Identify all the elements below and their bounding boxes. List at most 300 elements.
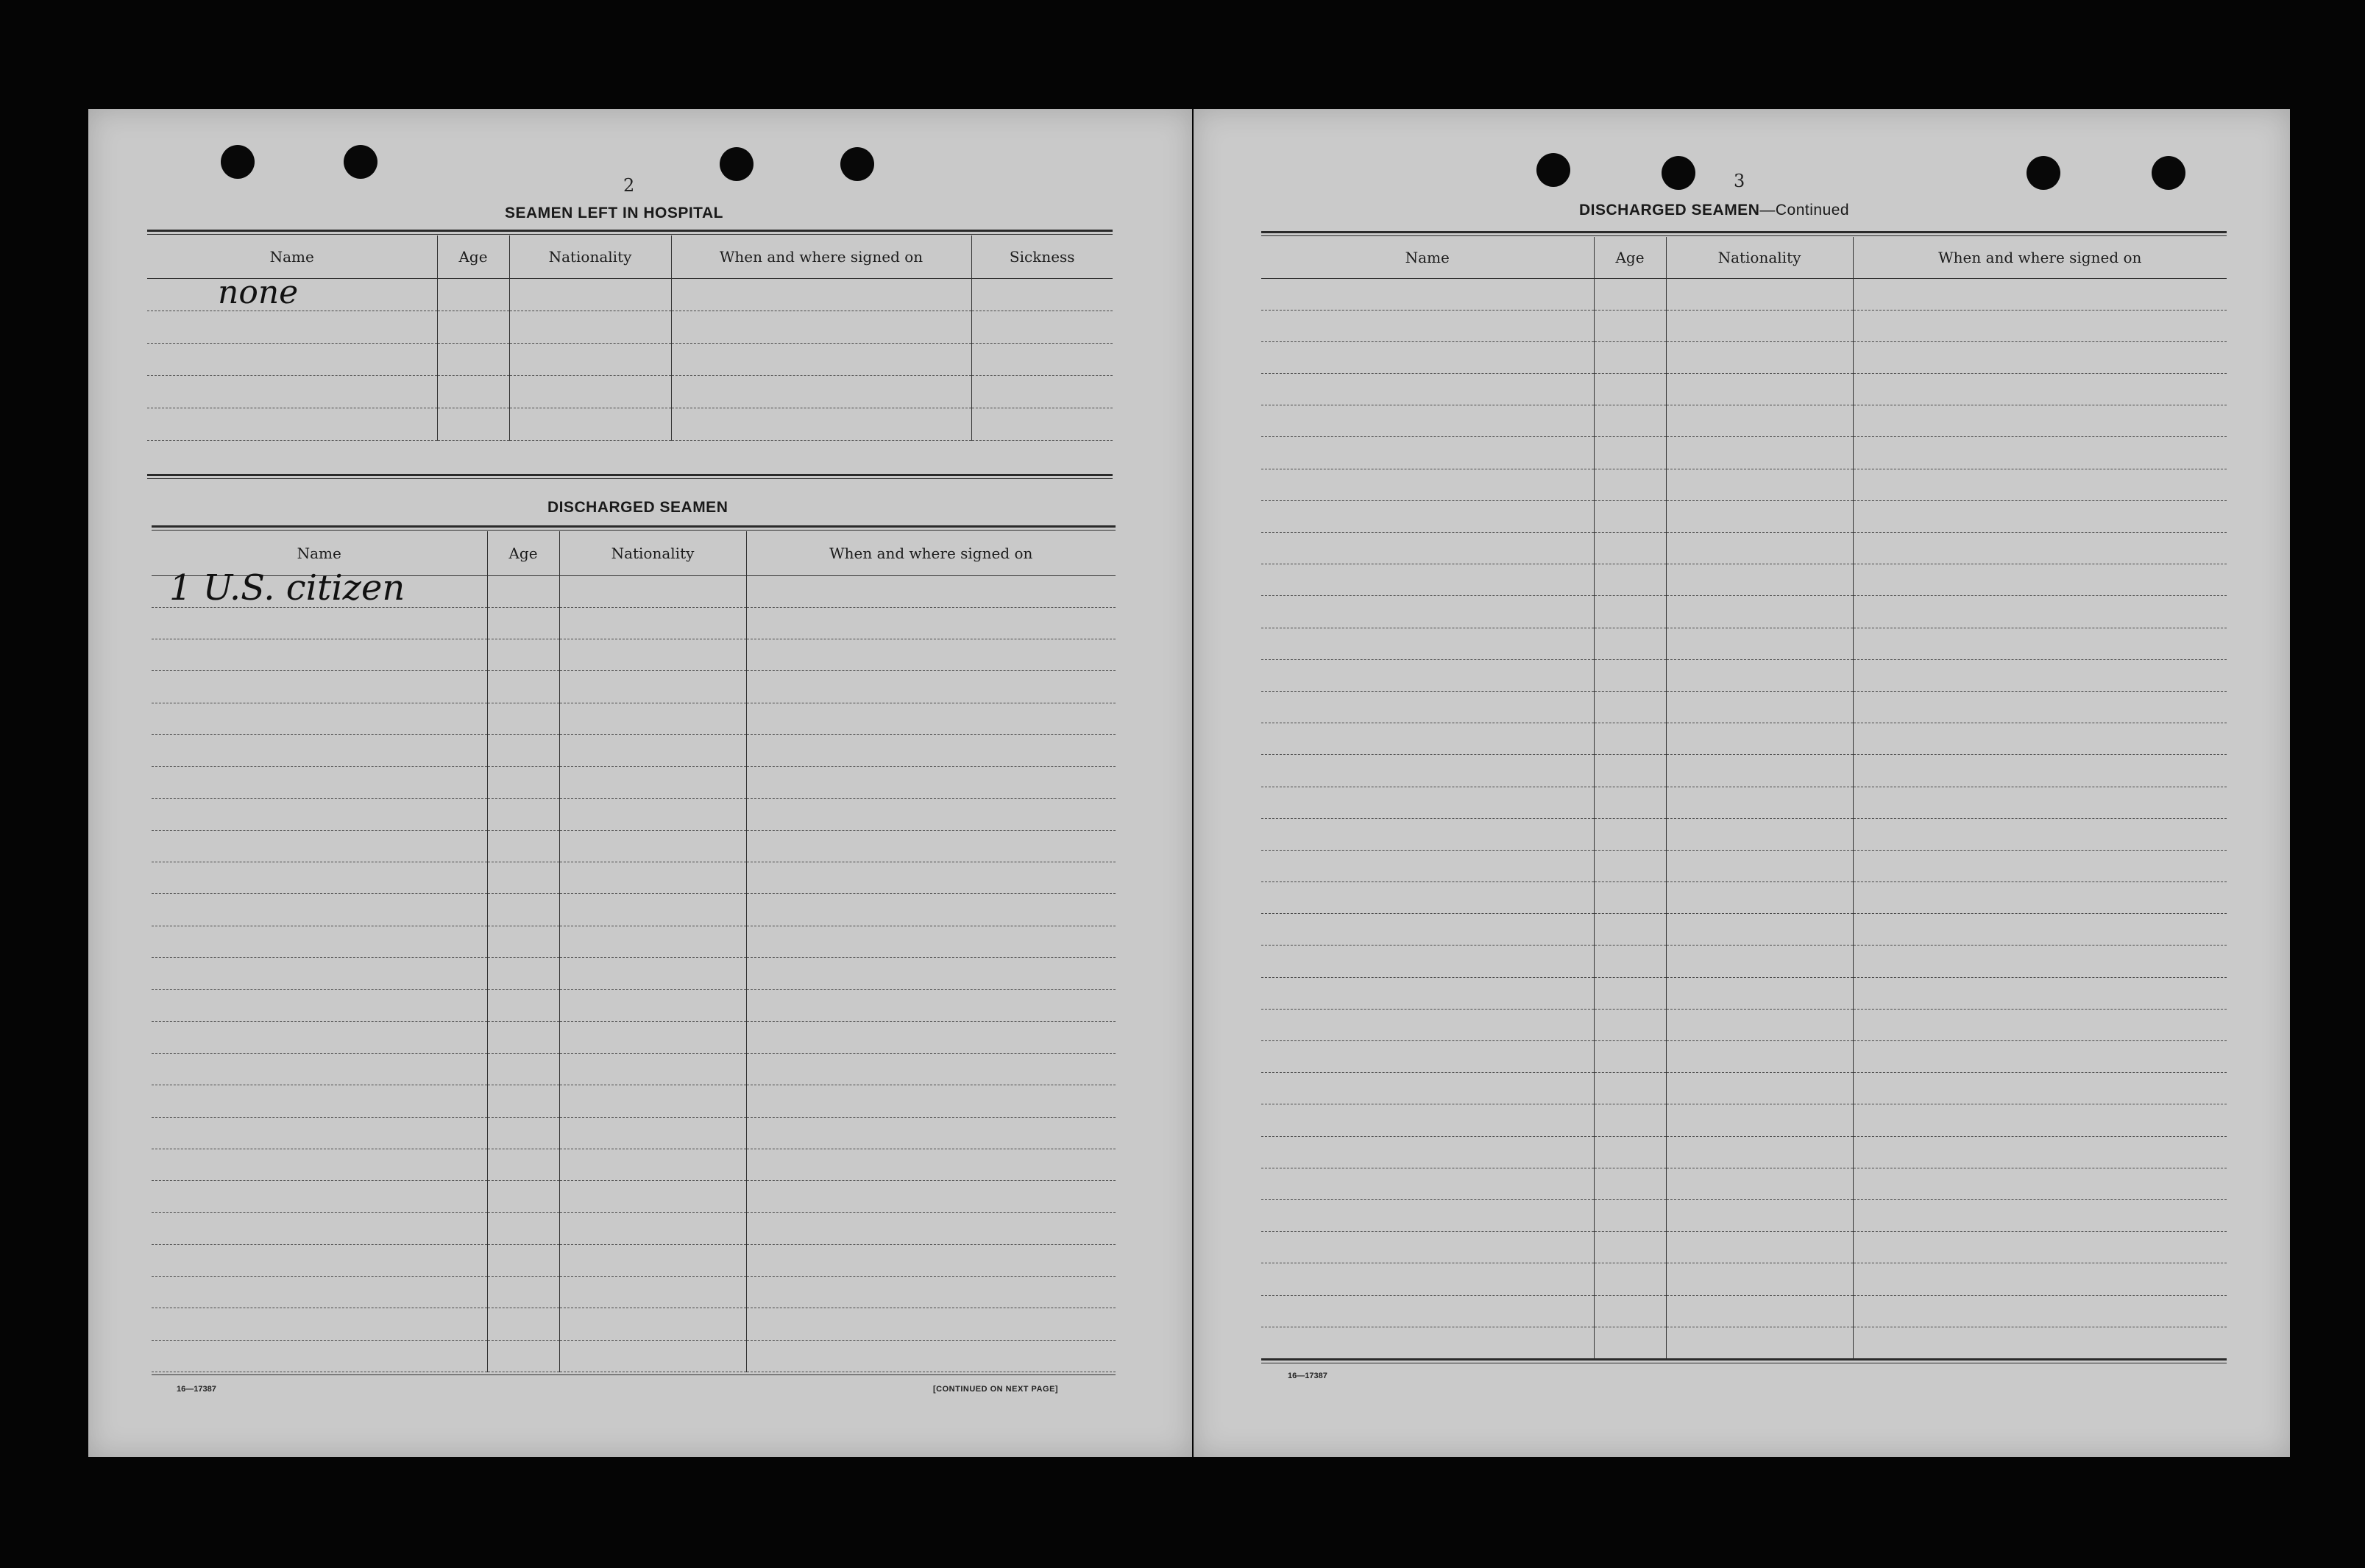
- column-header-name: Name: [147, 235, 437, 278]
- table-cell: [746, 703, 1116, 734]
- table-row: [1261, 977, 2227, 1009]
- table-cell: [559, 1149, 746, 1180]
- table-row: [152, 1308, 1116, 1340]
- table-cell: [559, 1244, 746, 1276]
- column-header-signed-on: When and where signed on: [1853, 237, 2227, 278]
- table-cell: [1594, 1199, 1666, 1231]
- table-end-rule: [1261, 1358, 2227, 1363]
- hospital-table: [147, 235, 1113, 441]
- column-header-signed-on: When and where signed on: [746, 531, 1116, 575]
- table-cell: [1594, 1104, 1666, 1136]
- table-row: [1261, 691, 2227, 723]
- table-cell: [1261, 1009, 1594, 1040]
- table-cell: [1666, 850, 1853, 881]
- table-cell: [1594, 1232, 1666, 1263]
- table-cell: [152, 734, 487, 766]
- table-cell: [746, 671, 1116, 703]
- table-cell: [487, 1117, 559, 1149]
- table-row: [152, 1244, 1116, 1276]
- table-cell: [487, 703, 559, 734]
- table-cell: [1594, 882, 1666, 914]
- table-cell: [152, 1149, 487, 1180]
- table-row: [1261, 850, 2227, 881]
- table-cell: [1666, 818, 1853, 850]
- table-cell: [1261, 1263, 1594, 1295]
- table-cell: [1594, 850, 1666, 881]
- table-row: [1261, 500, 2227, 532]
- table-cell: [1853, 278, 2227, 310]
- table-cell: [152, 830, 487, 862]
- table-cell: [746, 607, 1116, 639]
- table-cell: [1261, 1073, 1594, 1104]
- table-cell: [152, 1340, 487, 1372]
- table-row: [1261, 405, 2227, 437]
- form-number: 16—17387: [177, 1385, 216, 1394]
- table-cell: [746, 734, 1116, 766]
- table-cell: [1594, 1327, 1666, 1358]
- discharged-table: [152, 531, 1116, 1372]
- table-cell: [1666, 1136, 1853, 1168]
- table-cell: [152, 958, 487, 990]
- table-cell: [746, 639, 1116, 671]
- table-cell: [1666, 1009, 1853, 1040]
- table-cell: [1666, 1295, 1853, 1327]
- table-cell: [487, 767, 559, 798]
- table-row: [152, 671, 1116, 703]
- table-row: [152, 703, 1116, 734]
- table-row: [1261, 914, 2227, 946]
- table-cell: [1666, 533, 1853, 564]
- table-cell: [1666, 405, 1853, 437]
- table-cell: [152, 1053, 487, 1085]
- table-row: [1261, 946, 2227, 977]
- left-page: [88, 109, 1192, 1457]
- table-cell: [1853, 596, 2227, 628]
- table-row: [152, 798, 1116, 830]
- table-cell: [1853, 341, 2227, 373]
- table-cell: [152, 862, 487, 894]
- table-cell: [1666, 914, 1853, 946]
- table-cell: [487, 1181, 559, 1213]
- table-cell: [746, 1244, 1116, 1276]
- table-cell: [1594, 1041, 1666, 1073]
- table-cell: [1261, 533, 1594, 564]
- table-cell: [1261, 596, 1594, 628]
- table-row: [1261, 1232, 2227, 1263]
- table-cell: [1261, 755, 1594, 787]
- column-header-signed-on: When and where signed on: [671, 235, 971, 278]
- table-cell: [746, 1181, 1116, 1213]
- table-cell: [1666, 628, 1853, 659]
- table-row: [147, 408, 1113, 440]
- table-cell: [559, 830, 746, 862]
- hospital-section-title: SEAMEN LEFT IN HOSPITAL: [505, 205, 723, 221]
- table-cell: [1261, 310, 1594, 341]
- table-cell: [746, 1340, 1116, 1372]
- table-cell: [746, 767, 1116, 798]
- table-cell: [487, 1021, 559, 1053]
- table-cell: [1594, 1073, 1666, 1104]
- table-row: [152, 1213, 1116, 1244]
- table-row: [1261, 1199, 2227, 1231]
- table-cell: [1853, 469, 2227, 500]
- table-row: [152, 575, 1116, 607]
- table-row: [152, 1149, 1116, 1180]
- table-cell: [1666, 882, 1853, 914]
- table-cell: [1853, 1263, 2227, 1295]
- table-cell: [559, 1277, 746, 1308]
- discharged-continued-title: [1579, 202, 1849, 219]
- table-row: [1261, 787, 2227, 818]
- table-row: [152, 1277, 1116, 1308]
- table-cell: [559, 862, 746, 894]
- table-cell: [1853, 1232, 2227, 1263]
- table-cell: [1853, 882, 2227, 914]
- table-row: [147, 375, 1113, 408]
- title-rule: [1261, 231, 2227, 236]
- table-cell: [152, 1085, 487, 1117]
- table-row: [1261, 818, 2227, 850]
- table-cell: [1853, 437, 2227, 469]
- table-cell: [1594, 341, 1666, 373]
- table-cell: [152, 1117, 487, 1149]
- table-cell: [487, 990, 559, 1021]
- right-page: [1194, 109, 2290, 1457]
- table-cell: [1261, 787, 1594, 818]
- table-bottom-rule: [152, 1374, 1116, 1375]
- table-cell: [1853, 405, 2227, 437]
- table-cell: [1261, 691, 1594, 723]
- table-cell: [1261, 1232, 1594, 1263]
- table-cell: [1853, 374, 2227, 405]
- table-row: [152, 990, 1116, 1021]
- table-row: [152, 1340, 1116, 1372]
- table-cell: [1261, 914, 1594, 946]
- table-cell: [1666, 437, 1853, 469]
- table-row: [147, 311, 1113, 343]
- table-cell: [1594, 1009, 1666, 1040]
- table-cell: [152, 1244, 487, 1276]
- table-cell: [1666, 977, 1853, 1009]
- table-cell: [1261, 564, 1594, 596]
- table-cell: [1666, 1199, 1853, 1231]
- table-cell: [746, 894, 1116, 926]
- table-cell: [1666, 659, 1853, 691]
- table-row: [1261, 723, 2227, 755]
- table-cell: [1666, 946, 1853, 977]
- table-cell: [1666, 310, 1853, 341]
- table-cell: [1666, 1327, 1853, 1358]
- table-cell: [1261, 1168, 1594, 1199]
- table-cell: [487, 1213, 559, 1244]
- table-cell: [746, 830, 1116, 862]
- table-cell: [1666, 564, 1853, 596]
- table-cell: [1666, 1041, 1853, 1073]
- title-main: DISCHARGED SEAMEN: [1579, 202, 1760, 219]
- table-cell: [487, 1308, 559, 1340]
- table-cell: [1594, 596, 1666, 628]
- table-cell: [1853, 564, 2227, 596]
- table-cell: [746, 1021, 1116, 1053]
- table-cell: [1666, 787, 1853, 818]
- table-cell: [559, 894, 746, 926]
- table-cell: [1853, 1295, 2227, 1327]
- table-cell: [746, 1213, 1116, 1244]
- table-cell: [559, 1340, 746, 1372]
- table-cell: [559, 990, 746, 1021]
- table-cell: [152, 767, 487, 798]
- table-cell: [746, 1117, 1116, 1149]
- title-continued: —Continued: [1759, 202, 1850, 219]
- table-row: [1261, 469, 2227, 500]
- table-cell: [487, 639, 559, 671]
- table-cell: [1594, 1295, 1666, 1327]
- punch-hole: [1662, 156, 1695, 190]
- column-header-age: Age: [437, 235, 509, 278]
- table-cell: [1594, 946, 1666, 977]
- table-cell: [1853, 1009, 2227, 1040]
- table-cell: [1594, 564, 1666, 596]
- table-cell: [1594, 723, 1666, 755]
- table-cell: [1666, 1168, 1853, 1199]
- column-header-age: Age: [1594, 237, 1666, 278]
- table-row: [152, 958, 1116, 990]
- table-cell: [1853, 1199, 2227, 1231]
- table-row: [1261, 1168, 2227, 1199]
- table-row: [152, 894, 1116, 926]
- table-row: [152, 607, 1116, 639]
- table-cell: [152, 990, 487, 1021]
- table-cell: [1261, 374, 1594, 405]
- punch-hole: [2152, 156, 2185, 190]
- table-cell: [559, 703, 746, 734]
- table-cell: [1853, 818, 2227, 850]
- column-header-nationality: Nationality: [1666, 237, 1853, 278]
- table-cell: [559, 1085, 746, 1117]
- table-cell: [746, 1149, 1116, 1180]
- form-number: 16—17387: [1288, 1372, 1327, 1380]
- table-cell: [152, 703, 487, 734]
- table-row: [1261, 882, 2227, 914]
- table-row: [152, 734, 1116, 766]
- table-cell: [1261, 437, 1594, 469]
- table-row: [1261, 310, 2227, 341]
- page-number: 3: [1734, 171, 1745, 191]
- table-row: [1261, 1073, 2227, 1104]
- table-cell: [1666, 691, 1853, 723]
- table-cell: [559, 607, 746, 639]
- table-cell: [746, 862, 1116, 894]
- table-cell: [746, 926, 1116, 957]
- discharged-section-title: DISCHARGED SEAMEN: [547, 499, 728, 516]
- table-cell: [152, 1021, 487, 1053]
- table-row: [152, 1053, 1116, 1085]
- table-row: [1261, 1295, 2227, 1327]
- table-cell: [1594, 787, 1666, 818]
- table-cell: [1261, 850, 1594, 881]
- table-row: [147, 343, 1113, 375]
- table-row: [1261, 1041, 2227, 1073]
- table-cell: [559, 798, 746, 830]
- title-rule: [152, 525, 1116, 531]
- table-cell: [1853, 977, 2227, 1009]
- table-cell: [487, 894, 559, 926]
- table-cell: [1594, 818, 1666, 850]
- table-cell: [1261, 946, 1594, 977]
- table-cell: [559, 1053, 746, 1085]
- table-cell: [1853, 1104, 2227, 1136]
- table-cell: [487, 830, 559, 862]
- table-cell: [559, 926, 746, 957]
- table-cell: [1666, 1263, 1853, 1295]
- table-row: [1261, 278, 2227, 310]
- table-cell: [559, 958, 746, 990]
- table-cell: [559, 1213, 746, 1244]
- title-rule: [147, 230, 1113, 235]
- punch-hole: [2027, 156, 2060, 190]
- table-row: [1261, 564, 2227, 596]
- table-cell: [1853, 723, 2227, 755]
- table-cell: [746, 1085, 1116, 1117]
- table-cell: [1666, 1104, 1853, 1136]
- table-cell: [1594, 405, 1666, 437]
- table-row: [1261, 659, 2227, 691]
- table-cell: [746, 1277, 1116, 1308]
- table-cell: [1853, 691, 2227, 723]
- table-row: [1261, 437, 2227, 469]
- table-cell: [487, 862, 559, 894]
- table-cell: [1853, 787, 2227, 818]
- table-cell: [487, 1149, 559, 1180]
- column-header-name: Name: [1261, 237, 1594, 278]
- table-row: [152, 830, 1116, 862]
- table-cell: [1666, 374, 1853, 405]
- column-header-age: Age: [487, 531, 559, 575]
- table-cell: [1261, 659, 1594, 691]
- table-cell: [746, 990, 1116, 1021]
- table-row: [1261, 1327, 2227, 1358]
- table-cell: [1666, 755, 1853, 787]
- table-cell: [152, 639, 487, 671]
- table-cell: [1594, 755, 1666, 787]
- punch-hole: [720, 147, 754, 181]
- table-cell: [1594, 374, 1666, 405]
- table-row: [152, 926, 1116, 957]
- table-cell: [1594, 500, 1666, 532]
- table-cell: [559, 1021, 746, 1053]
- table-cell: [487, 607, 559, 639]
- punch-hole: [221, 145, 255, 179]
- table-cell: [1594, 1136, 1666, 1168]
- table-cell: [487, 1053, 559, 1085]
- table-cell: [1853, 659, 2227, 691]
- table-cell: [559, 1308, 746, 1340]
- table-cell: [559, 767, 746, 798]
- column-header-sickness: Sickness: [971, 235, 1113, 278]
- table-cell: [1666, 341, 1853, 373]
- table-cell: [1666, 278, 1853, 310]
- table-row: [1261, 596, 2227, 628]
- table-cell: [487, 1244, 559, 1276]
- table-cell: [152, 798, 487, 830]
- punch-hole: [344, 145, 377, 179]
- table-row: [1261, 1009, 2227, 1040]
- table-cell: [1594, 691, 1666, 723]
- table-row: [1261, 374, 2227, 405]
- table-cell: [487, 734, 559, 766]
- table-cell: [1261, 405, 1594, 437]
- table-cell: [1853, 755, 2227, 787]
- table-cell: [559, 671, 746, 703]
- table-row: [1261, 1263, 2227, 1295]
- table-cell: [1594, 628, 1666, 659]
- table-row: [1261, 1136, 2227, 1168]
- column-header-nationality: Nationality: [559, 531, 746, 575]
- table-cell: [559, 734, 746, 766]
- table-end-rule: [147, 474, 1113, 479]
- table-row: [1261, 533, 2227, 564]
- table-cell: [746, 958, 1116, 990]
- handwritten-entry: 1 U.S. citizen: [169, 567, 405, 609]
- table-cell: [1594, 1168, 1666, 1199]
- table-cell: [559, 1117, 746, 1149]
- table-cell: [1853, 1136, 2227, 1168]
- table-row: [152, 862, 1116, 894]
- table-cell: [1853, 914, 2227, 946]
- table-cell: [1853, 1168, 2227, 1199]
- table-cell: [487, 1277, 559, 1308]
- table-cell: [1261, 977, 1594, 1009]
- table-cell: [1853, 500, 2227, 532]
- punch-hole: [840, 147, 874, 181]
- table-cell: [487, 671, 559, 703]
- table-cell: [487, 926, 559, 957]
- table-row: [152, 1117, 1116, 1149]
- table-cell: [1261, 341, 1594, 373]
- table-cell: [1853, 850, 2227, 881]
- table-cell: [1261, 628, 1594, 659]
- table-cell: [1853, 628, 2227, 659]
- table-cell: [1594, 469, 1666, 500]
- table-row: [152, 639, 1116, 671]
- table-cell: [1594, 437, 1666, 469]
- table-cell: [1594, 1263, 1666, 1295]
- table-cell: [746, 1308, 1116, 1340]
- table-cell: [1261, 1041, 1594, 1073]
- table-cell: [1853, 1073, 2227, 1104]
- table-cell: [1594, 533, 1666, 564]
- table-cell: [152, 1277, 487, 1308]
- table-cell: [746, 1053, 1116, 1085]
- table-cell: [1666, 1232, 1853, 1263]
- table-cell: [559, 639, 746, 671]
- name-cell: [147, 273, 437, 311]
- table-cell: [1261, 1104, 1594, 1136]
- table-cell: [487, 1340, 559, 1372]
- table-row: [1261, 341, 2227, 373]
- table-cell: [1666, 500, 1853, 532]
- table-cell: [1666, 723, 1853, 755]
- table-cell: [746, 798, 1116, 830]
- table-cell: [1666, 1073, 1853, 1104]
- column-header-name: Name: [152, 531, 487, 575]
- table-row: [147, 278, 1113, 311]
- table-row: [1261, 628, 2227, 659]
- table-row: [152, 1181, 1116, 1213]
- handwritten-entry: none: [218, 273, 299, 311]
- table-cell: [1594, 914, 1666, 946]
- table-cell: [152, 671, 487, 703]
